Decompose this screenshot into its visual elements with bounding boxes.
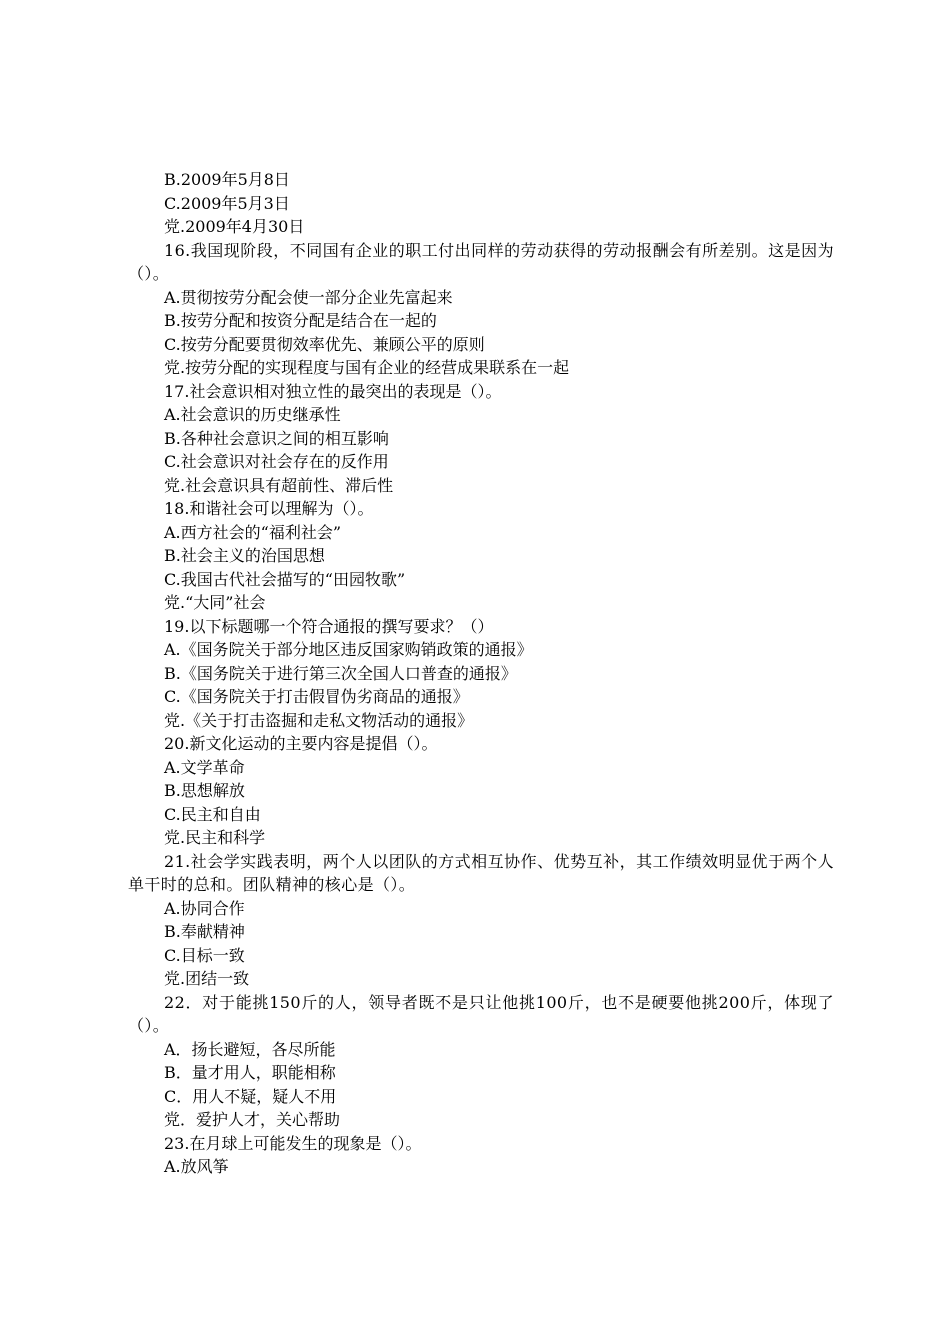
text-line: 23.在月球上可能发生的现象是（）。 [164, 1133, 422, 1153]
text-line: 19.以下标题哪一个符合通报的撰写要求？（） [164, 616, 494, 636]
text-line: C.2009年5月3日 [164, 193, 290, 213]
text-line: A.文学革命 [164, 757, 245, 777]
text-line: 18.和谐社会可以理解为（）。 [164, 499, 374, 518]
text-line: B.《国务院关于进行第三次全国人口普查的通报》 [164, 663, 517, 683]
text-line: C．用人不疑，疑人不用 [164, 1086, 337, 1106]
text-line: 党.团结一致 [164, 969, 250, 988]
text-line: B.社会主义的治国思想 [164, 546, 325, 565]
text-line: A.《国务院关于部分地区违反国家购销政策的通报》 [164, 640, 533, 659]
text-line: C.我国古代社会描写的“田园牧歌” [164, 569, 406, 589]
text-line: A．扬长避短，各尽所能 [164, 1039, 336, 1059]
text-line: B.按劳分配和按资分配是结合在一起的 [164, 311, 437, 330]
question-paragraph: 22．对于能挑150斤的人，领导者既不是只让他挑100斤，也不是硬要他挑200斤，体现了（）。 [128, 992, 834, 1035]
text-line: 党.2009年4月30日 [164, 217, 305, 236]
question-paragraph: 16.我国现阶段，不同国有企业的职工付出同样的劳动获得的劳动报酬会有所差别。这是因为（）。 [128, 240, 834, 283]
text-line: B．量才用人，职能相称 [164, 1063, 336, 1082]
text-line: B.思想解放 [164, 781, 245, 800]
text-line: C.民主和自由 [164, 804, 261, 824]
text-line: 党.民主和科学 [164, 828, 266, 847]
text-line: 20.新文化运动的主要内容是提倡（）。 [164, 734, 438, 753]
text-line: A.协同合作 [164, 898, 245, 918]
text-line: C.《国务院关于打击假冒伪劣商品的通报》 [164, 687, 469, 706]
text-line: C.按劳分配要贯彻效率优先、兼顾公平的原则 [164, 334, 485, 354]
text-line: 党．爱护人才，关心帮助 [164, 1110, 341, 1129]
text-line: B.奉献精神 [164, 922, 245, 941]
text-line: A.社会意识的历史继承性 [164, 405, 341, 424]
text-line: A.放风筝 [164, 1157, 229, 1176]
question-paragraph: 21.社会学实践表明，两个人以团队的方式相互协作、优势互补，其工作绩效明显优于两个人单干时的总和。团队精神的核心是（）。 [128, 851, 834, 894]
text-line: 党.《关于打击盗掘和走私文物活动的通报》 [164, 710, 474, 730]
text-line: 党.按劳分配的实现程度与国有企业的经营成果联系在一起 [164, 358, 570, 377]
text-line: 17.社会意识相对独立性的最突出的表现是（）。 [164, 381, 502, 401]
text-line: C.社会意识对社会存在的反作用 [164, 452, 389, 471]
text-line: B.2009年5月8日 [164, 170, 290, 189]
text-line: A.贯彻按劳分配会使一部分企业先富起来 [164, 287, 453, 307]
text-line: B.各种社会意识之间的相互影响 [164, 428, 389, 448]
text-line: A.西方社会的“福利社会” [164, 522, 342, 542]
text-line: 党.社会意识具有超前性、滞后性 [164, 475, 394, 495]
text-line: C.目标一致 [164, 945, 245, 965]
document-body [128, 168, 834, 1179]
text-line: 党.“大同”社会 [164, 593, 266, 612]
